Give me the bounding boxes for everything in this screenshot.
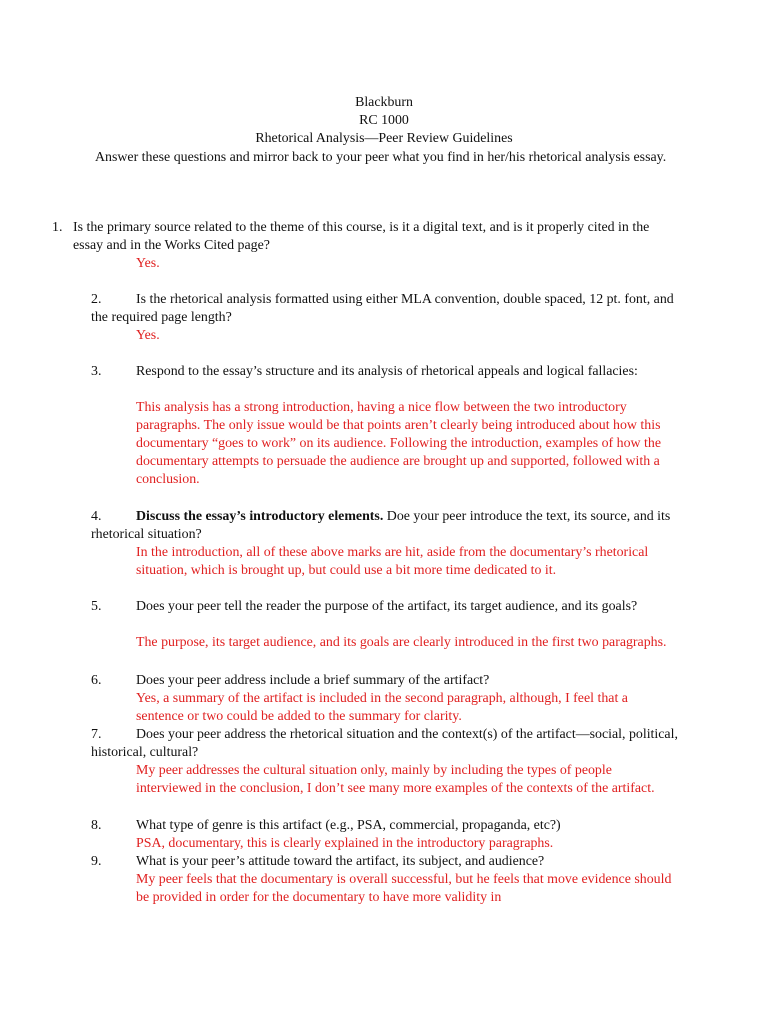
question-text: What is your peer’s attitude toward the artifact, its subject, and audience? <box>136 854 545 869</box>
answer-3: This analysis has a strong introduction, having a nice flow between the two introductory paragraphs. The only issue would be that points aren’t clearly being introduced about how this documentary “goes to work” on its audience. Following the introduction, examples of how the documentary attempts to persuade the audience are brought up and supported, followed with a conclusion. <box>136 400 662 487</box>
question-number: 6. <box>91 673 102 688</box>
answer-4: In the introduction, all of these above marks are hit, aside from the documentary’s rhetorical situation, which is brought up, but could use a bit more time dedicated to it. <box>136 545 649 578</box>
question-4 <box>91 508 681 544</box>
answer-2: Yes. <box>136 328 160 343</box>
question-number: 7. <box>91 727 102 742</box>
question-9 <box>91 853 681 871</box>
course-code: RC 1000 <box>359 113 409 128</box>
answer-9: My peer feels that the documentary is overall successful, but he feels that move evidence should be provided in order for the documentary to have more validity in <box>136 872 672 905</box>
question-text: Does your peer address include a brief summary of the artifact? <box>136 673 490 688</box>
question-text: Respond to the essay’s structure and its analysis of rhetorical appeals and logical fallacies: <box>136 364 638 379</box>
question-number: 4. <box>91 509 102 524</box>
question-3 <box>91 363 681 381</box>
question-text: What type of genre is this artifact (e.g., PSA, commercial, propaganda, etc?) <box>136 818 561 833</box>
answer-1: Yes. <box>136 256 160 271</box>
answer-8: PSA, documentary, this is clearly explained in the introductory paragraphs. <box>136 836 554 851</box>
question-text: Doe your peer introduce the text, its source, and its rhetorical situation? <box>91 509 671 542</box>
question-number: 8. <box>91 818 102 833</box>
answer-5: The purpose, its target audience, and its goals are clearly introduced in the first two paragraphs. <box>136 635 667 650</box>
question-7 <box>91 726 681 762</box>
question-number: 3. <box>91 364 102 379</box>
question-2 <box>91 291 681 327</box>
answer-6: Yes, a summary of the artifact is included in the second paragraph, although, I feel that a sentence or two could be added to the summary for clarity. <box>136 691 628 724</box>
document-title: Rhetorical Analysis—Peer Review Guidelines <box>255 131 513 146</box>
question-text: Is the rhetorical analysis formatted using either MLA convention, double spaced, 12 pt. font, and the required page length? <box>91 292 674 325</box>
answer-7: My peer addresses the cultural situation only, mainly by including the types of people interviewed in the conclusion, I don’t see many more examples of the contexts of the artifact. <box>136 763 655 796</box>
author-name: Blackburn <box>355 95 413 110</box>
question-6 <box>91 672 681 690</box>
question-bold-lead: Discuss the essay’s introductory elements. <box>136 509 384 524</box>
question-1 <box>52 219 682 255</box>
question-text: Does your peer address the rhetorical situation and the context(s) of the artifact—social, political, historical, cultural? <box>91 727 678 760</box>
question-number: 2. <box>91 292 102 307</box>
question-number: 9. <box>91 854 102 869</box>
intro-paragraph: Answer these questions and mirror back to your peer what you find in her/his rhetorical analysis essay. <box>95 150 667 165</box>
question-number: 5. <box>91 599 102 614</box>
question-text: Does your peer tell the reader the purpose of the artifact, its target audience, and its goals? <box>136 599 638 614</box>
question-number: 1. <box>52 220 63 235</box>
question-5 <box>91 598 681 616</box>
question-8 <box>91 817 681 835</box>
question-text: Is the primary source related to the theme of this course, is it a digital text, and is it properly cited in the essay and in the Works Cited page? <box>73 220 650 253</box>
